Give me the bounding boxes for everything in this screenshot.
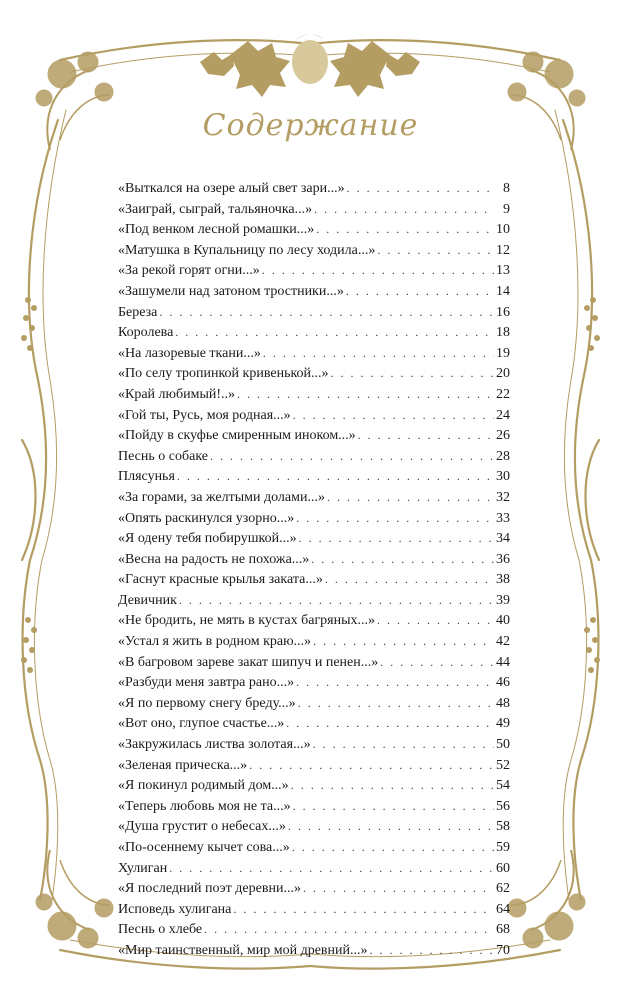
toc-entry-title: «Теперь любовь моя не та...» (118, 798, 291, 814)
leaves-and-face-crest-icon (200, 34, 420, 97)
toc-page-number: 58 (496, 819, 510, 835)
toc-page-number: 19 (496, 345, 510, 361)
toc-page-number: 16 (496, 304, 510, 320)
toc-entry (118, 816, 510, 837)
toc-entry-title: «Зашумели над затоном тростники...» (118, 283, 344, 299)
toc-page-number: 8 (503, 181, 510, 196)
toc-dot-leader (370, 940, 494, 961)
toc-page-number: 9 (503, 201, 510, 217)
toc-entry (118, 260, 510, 281)
toc-dot-leader (296, 672, 494, 693)
toc-page-number: 13 (496, 263, 510, 279)
toc-entry-title: «В багровом зареве закат шипуч и пенен...» (118, 654, 379, 670)
toc-page-number: 54 (496, 778, 510, 794)
toc-entry (118, 796, 510, 817)
toc-entry (118, 590, 510, 611)
toc-entry (118, 425, 510, 446)
toc-page-number: 62 (496, 881, 510, 897)
toc-dot-leader (358, 425, 494, 446)
toc-entry-title: Исповедь хулигана (118, 901, 232, 917)
toc-dot-leader (377, 610, 494, 631)
toc-dot-leader (380, 652, 494, 673)
toc-dot-leader (331, 363, 494, 384)
toc-dot-leader (327, 487, 494, 508)
toc-page-number: 44 (496, 654, 510, 670)
toc-page-number: 36 (496, 551, 510, 567)
toc-entry-title: «На лазоревые ткани...» (118, 345, 261, 361)
toc-entry (118, 343, 510, 364)
toc-entry-title: «Гой ты, Русь, моя родная...» (118, 407, 291, 423)
toc-page-number: 52 (496, 757, 510, 773)
toc-entry (118, 219, 510, 240)
toc-entry-title: «Под венком лесной ромашки...» (118, 222, 315, 238)
toc-entry-title: Хулиган (118, 860, 168, 876)
toc-entry (118, 446, 510, 467)
toc-dot-leader (313, 734, 494, 755)
toc-dot-leader (262, 260, 494, 281)
toc-dot-leader (286, 713, 494, 734)
toc-dot-leader (263, 343, 494, 364)
toc-entry-title: «Весна на радость не похожа...» (118, 551, 310, 567)
toc-dot-leader (293, 796, 494, 817)
toc-page-number: 18 (496, 325, 510, 341)
toc-entry (118, 322, 510, 343)
toc-entry (118, 631, 510, 652)
toc-entry-title: Песнь о собаке (118, 448, 208, 464)
toc-entry-title: «По-осеннему кычет сова...» (118, 840, 290, 855)
toc-dot-leader (179, 590, 494, 611)
toc-dot-leader (347, 178, 494, 199)
toc-dot-leader (346, 281, 494, 302)
toc-entry-title: «За горами, за желтыми долами...» (118, 489, 325, 505)
toc-dot-leader (303, 878, 494, 899)
toc-page-number: 48 (496, 695, 510, 711)
toc-entry (118, 281, 510, 302)
toc-entry (118, 405, 510, 426)
toc-entry (118, 878, 510, 899)
toc-dot-leader (177, 466, 494, 487)
toc-entry-title: «Пойду в скуфье смиренным иноком...» (118, 428, 356, 444)
toc-entry-title: «За рекой горят огни...» (118, 263, 260, 279)
toc-dot-leader (293, 405, 494, 426)
toc-entry-title: Королева (118, 325, 174, 341)
toc-page-number: 32 (496, 489, 510, 505)
toc-entry (118, 755, 510, 776)
toc-page-number: 42 (496, 634, 510, 650)
toc-dot-leader (292, 837, 494, 858)
toc-entry-title: «Опять раскинулся узорно...» (118, 510, 295, 526)
toc-page-number: 10 (496, 222, 510, 238)
toc-entry-title: «Закружилась листва золотая...» (118, 737, 311, 753)
toc-entry (118, 899, 510, 920)
toc-dot-leader (288, 816, 494, 837)
toc-dot-leader (377, 240, 494, 261)
toc-entry (118, 549, 510, 570)
toc-page-number: 68 (496, 922, 510, 938)
toc-page-number: 39 (496, 592, 510, 608)
toc-entry-title: «Вот оно, глупое счастье...» (118, 716, 285, 732)
toc-entry (118, 858, 510, 879)
toc-entry (118, 672, 510, 693)
toc-dot-leader (204, 919, 494, 940)
toc-page-number: 40 (496, 613, 510, 629)
toc-page-number: 22 (496, 386, 510, 402)
toc-entry (118, 302, 510, 323)
toc-entry (118, 610, 510, 631)
toc-dot-leader (325, 569, 494, 590)
toc-page-number: 26 (496, 428, 510, 444)
toc-entry-title: «Гаснут красные крылья заката...» (118, 572, 323, 588)
toc-entry-title: «Я по первому снегу бреду...» (118, 695, 296, 711)
toc-page-number: 14 (496, 283, 510, 299)
toc-entry (118, 508, 510, 529)
toc-dot-leader (175, 322, 494, 343)
toc-dot-leader (316, 219, 494, 240)
toc-entry (118, 734, 510, 755)
toc-entry-title: «Не бродить, не мять в кустах багряных...» (118, 613, 376, 629)
toc-entry-title: «Зеленая прическа...» (118, 757, 248, 773)
toc-entry-title: «Устал я жить в родном краю...» (118, 634, 312, 650)
toc-entry-title: «Разбуди меня завтра рано...» (118, 675, 295, 691)
toc-page-number: 49 (496, 716, 510, 732)
toc-page-number: 64 (496, 901, 510, 917)
toc-entry-title: «Заиграй, сыграй, тальяночка...» (118, 201, 313, 217)
toc-entry-title: Девичник (118, 592, 177, 608)
toc-page-number: 20 (496, 366, 510, 382)
toc-dot-leader (291, 775, 494, 796)
toc-entry (118, 693, 510, 714)
toc-entry (118, 919, 510, 940)
toc-entry-title: «Душа грустит о небесах...» (118, 819, 286, 835)
table-of-contents (118, 178, 510, 961)
toc-entry-title: «Матушка в Купальницу по лесу ходила...» (118, 242, 376, 258)
toc-entry-title: «Мир таинственный, мир мой древний...» (118, 942, 368, 958)
toc-entry (118, 178, 510, 199)
toc-entry-title: Песнь о хлебе (118, 922, 203, 938)
toc-entry (118, 384, 510, 405)
toc-entry (118, 240, 510, 261)
toc-page-number: 33 (496, 510, 510, 526)
page-title: Содержание (202, 108, 419, 143)
toc-dot-leader (237, 384, 494, 405)
toc-entry (118, 713, 510, 734)
toc-entry (118, 487, 510, 508)
toc-page-number: 34 (496, 531, 510, 547)
toc-dot-leader (299, 528, 494, 549)
toc-entry (118, 569, 510, 590)
toc-entry (118, 652, 510, 673)
toc-entry (118, 775, 510, 796)
toc-page-number: 24 (496, 407, 510, 423)
toc-dot-leader (249, 755, 494, 776)
toc-page-number: 12 (496, 242, 510, 258)
toc-page-number: 60 (496, 860, 510, 876)
toc-entry-title: «Край любимый!..» (118, 386, 236, 402)
toc-dot-leader (210, 446, 494, 467)
toc-page-number: 46 (496, 675, 510, 691)
toc-dot-leader (233, 899, 494, 920)
toc-dot-leader (169, 858, 494, 879)
toc-entry-title: «По селу тропинкой кривенькой...» (118, 366, 329, 382)
toc-page-number: 28 (496, 448, 510, 464)
toc-entry-title: «Я покинул родимый дом...» (118, 778, 289, 794)
toc-entry-title: Береза (118, 304, 158, 320)
toc-entry (118, 363, 510, 384)
toc-entry (118, 837, 510, 858)
toc-dot-leader (159, 302, 494, 323)
toc-dot-leader (311, 549, 494, 570)
toc-entry (118, 199, 510, 220)
toc-page-number: 30 (496, 469, 510, 485)
toc-entry (118, 466, 510, 487)
toc-page-number: 56 (496, 798, 510, 814)
toc-page-number: 59 (496, 840, 510, 855)
toc-dot-leader (313, 631, 494, 652)
toc-dot-leader (298, 693, 494, 714)
toc-entry-title: Плясунья (118, 469, 175, 485)
toc-entry (118, 940, 510, 961)
toc-entry (118, 528, 510, 549)
toc-page-number: 50 (496, 737, 510, 753)
toc-entry-title: «Выткался на озере алый свет зари...» (118, 181, 345, 196)
toc-dot-leader (314, 199, 494, 220)
toc-entry-title: «Я одену тебя побирушкой...» (118, 531, 297, 547)
toc-page-number: 70 (496, 942, 510, 958)
toc-entry-title: «Я последний поэт деревни...» (118, 881, 301, 897)
toc-page-number: 38 (496, 572, 510, 588)
toc-dot-leader (296, 508, 494, 529)
